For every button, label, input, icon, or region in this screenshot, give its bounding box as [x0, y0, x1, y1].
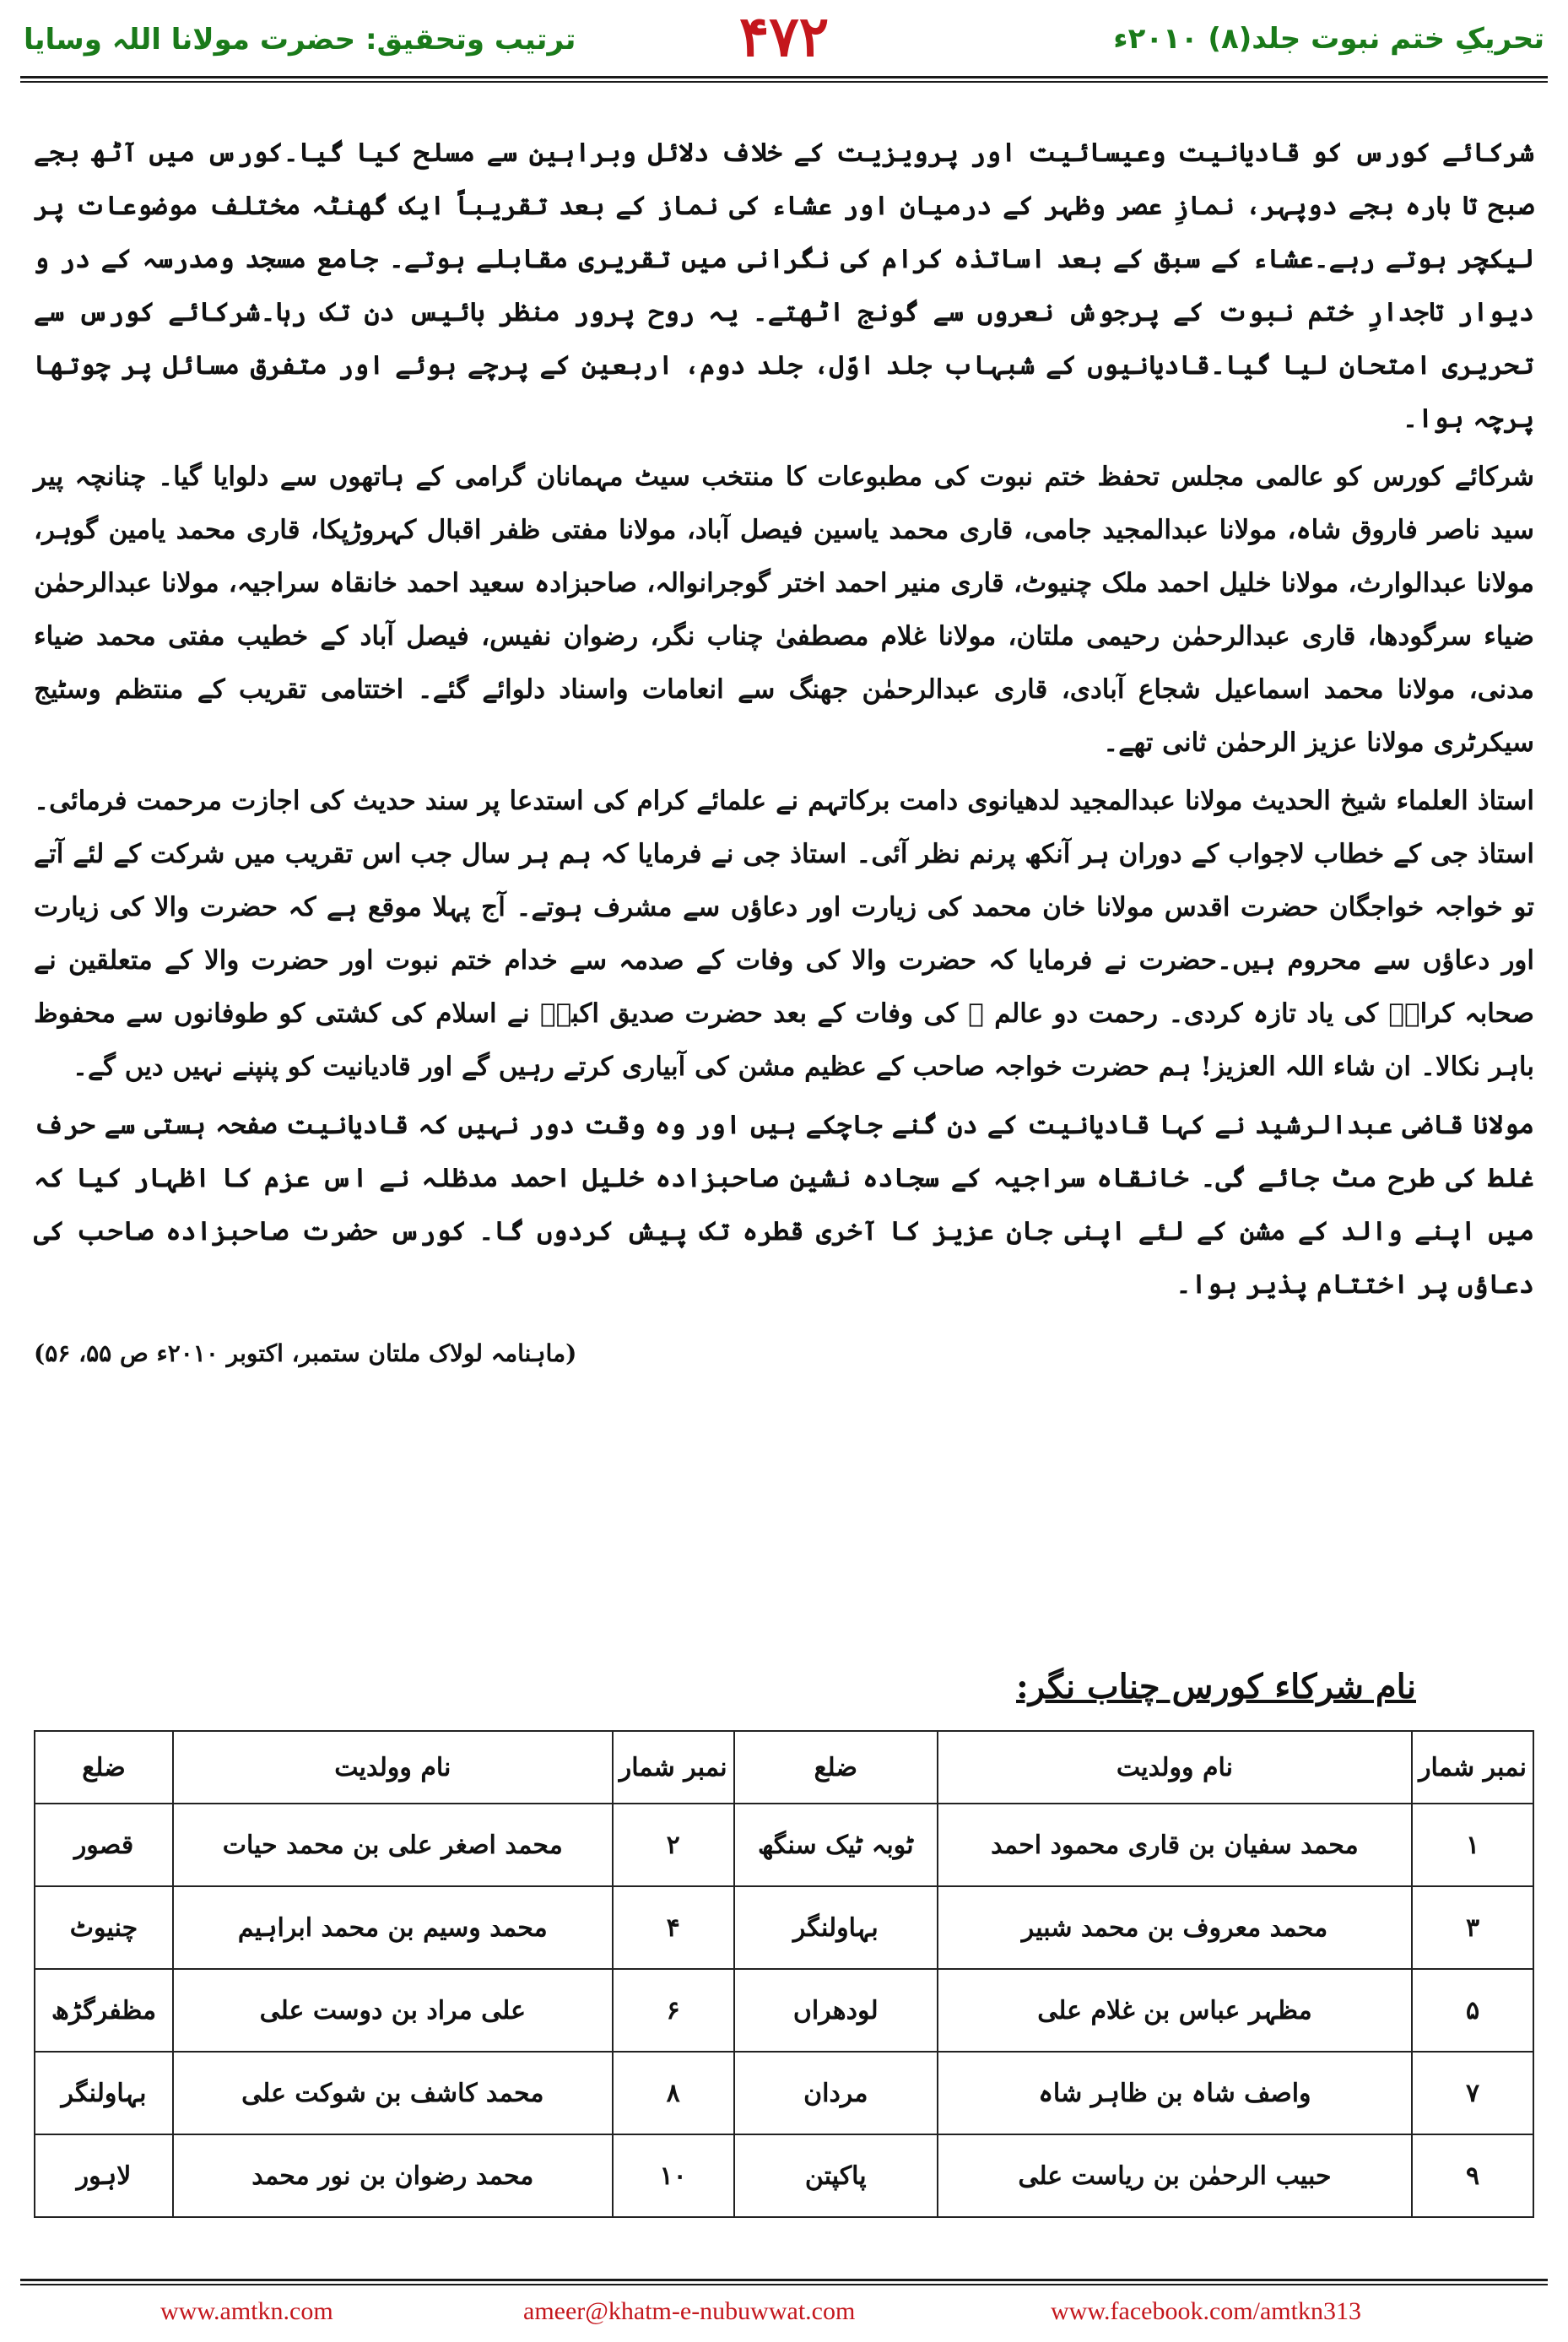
- table-cell: پاکپتن: [734, 2134, 938, 2217]
- table-cell: حبیب الرحمٰن بن ریاست علی: [938, 2134, 1412, 2217]
- table-cell: محمد رضوان بن نور محمد: [173, 2134, 613, 2217]
- table-cell: ٹوبہ ٹیک سنگھ: [734, 1804, 938, 1886]
- table-cell: لودھراں: [734, 1969, 938, 2052]
- body-text: [34, 127, 1534, 1380]
- facebook-link[interactable]: www.facebook.com/amtkn313: [1051, 2297, 1361, 2325]
- column-header: ضلع: [734, 1731, 938, 1804]
- column-header: ضلع: [35, 1731, 173, 1804]
- table-cell: ۵: [1412, 1969, 1533, 2052]
- footer-divider-secondary: [20, 2284, 1548, 2285]
- footer-divider: [20, 2279, 1548, 2281]
- table-cell: مردان: [734, 2052, 938, 2134]
- table-cell: محمد معروف بن محمد شبیر: [938, 1886, 1412, 1969]
- table-cell: ۷: [1412, 2052, 1533, 2134]
- table-cell: مظہر عباس بن غلام علی: [938, 1969, 1412, 2052]
- table-cell: ۴: [613, 1886, 734, 1969]
- paragraph: استاذ العلماء شیخ الحدیث مولانا عبدالمجید لدھیانوی دامت برکاتہم نے علمائے کرام کی استدعا پر سند حدیث کی اجازت مرحمت فرمائی۔ استاذ جی کے خطاب لاجواب کے دوران ہر آنکھ پرنم نظر آئی۔ استاذ جی نے فرمایا کہ ہم ہر سال جب اس تقریب میں شرکت کے لئے آتے تو خواجہ خواجگان حضرت اقدس مولانا خان محمد کی زیارت اور دعاؤں سے مشرف ہوتے۔ آج پہلا موقع ہے کہ حضرت والا کی زیارت اور دعاؤں سے محروم ہیں۔حضرت نے فرمایا کہ حضرت والا کی وفات کے صدمہ سے خدام ختم نبوت اور حضرت والا کے متعلقین نے صحابہ کرامؓ کی یاد تازہ کردی۔ رحمت دو عالم ﷺ کی وفات کے بعد حضرت صدیق اکبرؓ نے اسلام کی کشتی کو طوفانوں سے محفوظ باہر نکالا۔ ان شاء اللہ العزیز! ہم حضرت خواجہ صاحب کے عظیم مشن کی آبیاری کرتے رہیں گے اور قادیانیت کو پنپنے نہیں دیں گے۔: [34, 786, 1534, 1082]
- column-header: نمبر شمار: [1412, 1731, 1533, 1804]
- table-row: [35, 1969, 1533, 2052]
- column-header: نام وولدیت: [173, 1731, 613, 1804]
- table-cell: چنیوٹ: [35, 1886, 173, 1969]
- table-row: [35, 2052, 1533, 2134]
- table-cell: واصف شاہ بن ظاہر شاہ: [938, 2052, 1412, 2134]
- paragraph: شرکائے کورس کو قادیانیت وعیسائیت اور پرویزیت کے خلاف دلائل وبراہین سے مسلح کیا گیا۔کورس میں آٹھ بجے صبح تا بارہ بجے دوپہر، نمازِ عصر وظہر کے درمیان اور عشاء کی نماز کے بعد تقریباً ایک گھنٹہ مختلف موضوعات پر لیکچر ہوتے رہے۔عشاء کے سبق کے بعد اساتذہ کرام کی نگرانی میں تقریری مقابلے ہوتے۔ جامع مسجد ومدرسہ کے در و دیوار تاجدارِ ختم نبوت کے پرجوش نعروں سے گونج اٹھتے۔ یہ روح پرور منظر بائیس دن تک رہا۔شرکائے کورس سے تحریری امتحان لیا گیا۔قادیانیوں کے شبہاب جلد اوّل، جلد دوم، اربعین کے پرچے ہوئے اور متفرق مسائل پر چوتھا پرچہ ہوا۔: [34, 138, 1534, 434]
- table-row: [35, 2134, 1533, 2217]
- header-divider: [20, 76, 1548, 78]
- table-cell: مظفرگڑھ: [35, 1969, 173, 2052]
- participants-table: [34, 1730, 1534, 2218]
- table-cell: علی مراد بن دوست علی: [173, 1969, 613, 2052]
- website-link[interactable]: www.amtkn.com: [160, 2297, 333, 2325]
- table-cell: بہاولنگر: [734, 1886, 938, 1969]
- table-cell: محمد سفیان بن قاری محمود احمد: [938, 1804, 1412, 1886]
- table-cell: بہاولنگر: [35, 2052, 173, 2134]
- table-cell: محمد اصغر علی بن محمد حیات: [173, 1804, 613, 1886]
- table-header-row: [35, 1731, 1533, 1804]
- table-cell: ۸: [613, 2052, 734, 2134]
- page-header: [0, 0, 1568, 78]
- header-divider-secondary: [20, 81, 1548, 83]
- table-cell: ۹: [1412, 2134, 1533, 2217]
- page-footer: [0, 2292, 1568, 2334]
- table-cell: ۱: [1412, 1804, 1533, 1886]
- table-row: [35, 1804, 1533, 1886]
- paragraph: مولانا قاضی عبدالرشید نے کہا قادیانیت کے دن گنے جاچکے ہیں اور وہ وقت دور نہیں کہ قادیانیت صفحہ ہستی سے حرف غلط کی طرح مٹ جائے گی۔ خانقاہ سراجیہ کے سجادہ نشین صاحبزادہ خلیل احمد مدظلہ نے اس عزم کا اظہار کیا کہ میں اپنے والد کے مشن کے لئے اپنی جان عزیز کا آخری قطرہ تک پیش کردوں گا۔ کورس حضرت صاحبزادہ صاحب کی دعاؤں پر اختتام پذیر ہوا۔: [34, 1110, 1534, 1300]
- column-header: نام وولدیت: [938, 1731, 1412, 1804]
- table-cell: محمد وسیم بن محمد ابراہیم: [173, 1886, 613, 1969]
- email-link[interactable]: ameer@khatm-e-nubuwwat.com: [523, 2297, 856, 2325]
- table-cell: ۱۰: [613, 2134, 734, 2217]
- page-number: ۴۷۲: [738, 3, 830, 69]
- table-row: [35, 1886, 1533, 1969]
- column-header: نمبر شمار: [613, 1731, 734, 1804]
- table-cell: محمد کاشف بن شوکت علی: [173, 2052, 613, 2134]
- source-citation: (ماہنامہ لولاک ملتان ستمبر، اکتوبر ۲۰۱۰ء ص ۵۵، ۵۶): [34, 1339, 577, 1367]
- paragraph: شرکائے کورس کو عالمی مجلس تحفظ ختم نبوت کی مطبوعات کا منتخب سیٹ مہمانان گرامی کے ہاتھوں سے دلوایا گیا۔ چنانچہ پیر سید ناصر فاروق شاہ، مولانا عبدالمجید جامی، قاری محمد یاسین فیصل آباد، مولانا مفتی ظفر اقبال کہروڑپکا، قاری محمد یامین گوہر، مولانا عبدالوارث، مولانا خلیل احمد ملک چنیوٹ، قاری منیر احمد اختر گوجرانوالہ، صاحبزادہ سعید احمد خانقاہ سراجیہ، مولانا عبدالرحمٰن ضیاء سرگودھا، قاری عبدالرحمٰن رحیمی ملتان، مولانا غلام مصطفیٰ چناب نگر، رضوان نفیس، فیصل آباد کے خطیب مفتی محمد ضیاء مدنی، مولانا محمد اسماعیل شجاع آبادی، قاری عبدالرحمٰن جھنگ سے انعامات واسناد دلوائے گئے۔ اختتامی تقریب کے منتظم وسٹیج سیکرٹری مولانا عزیز الرحمٰن ثانی تھے۔: [34, 462, 1534, 758]
- book-title: تحریکِ ختم نبوت جلد(۸) ۲۰۱۰ء: [1113, 22, 1544, 56]
- table-title: نام شرکاء کورس چناب نگر:: [1016, 1667, 1416, 1706]
- table-cell: قصور: [35, 1804, 173, 1886]
- table-cell: لاہور: [35, 2134, 173, 2217]
- table-cell: ۶: [613, 1969, 734, 2052]
- table-cell: ۲: [613, 1804, 734, 1886]
- table-cell: ۳: [1412, 1886, 1533, 1969]
- compiler-credit: ترتیب وتحقیق: حضرت مولانا اللہ وسایا: [24, 23, 576, 57]
